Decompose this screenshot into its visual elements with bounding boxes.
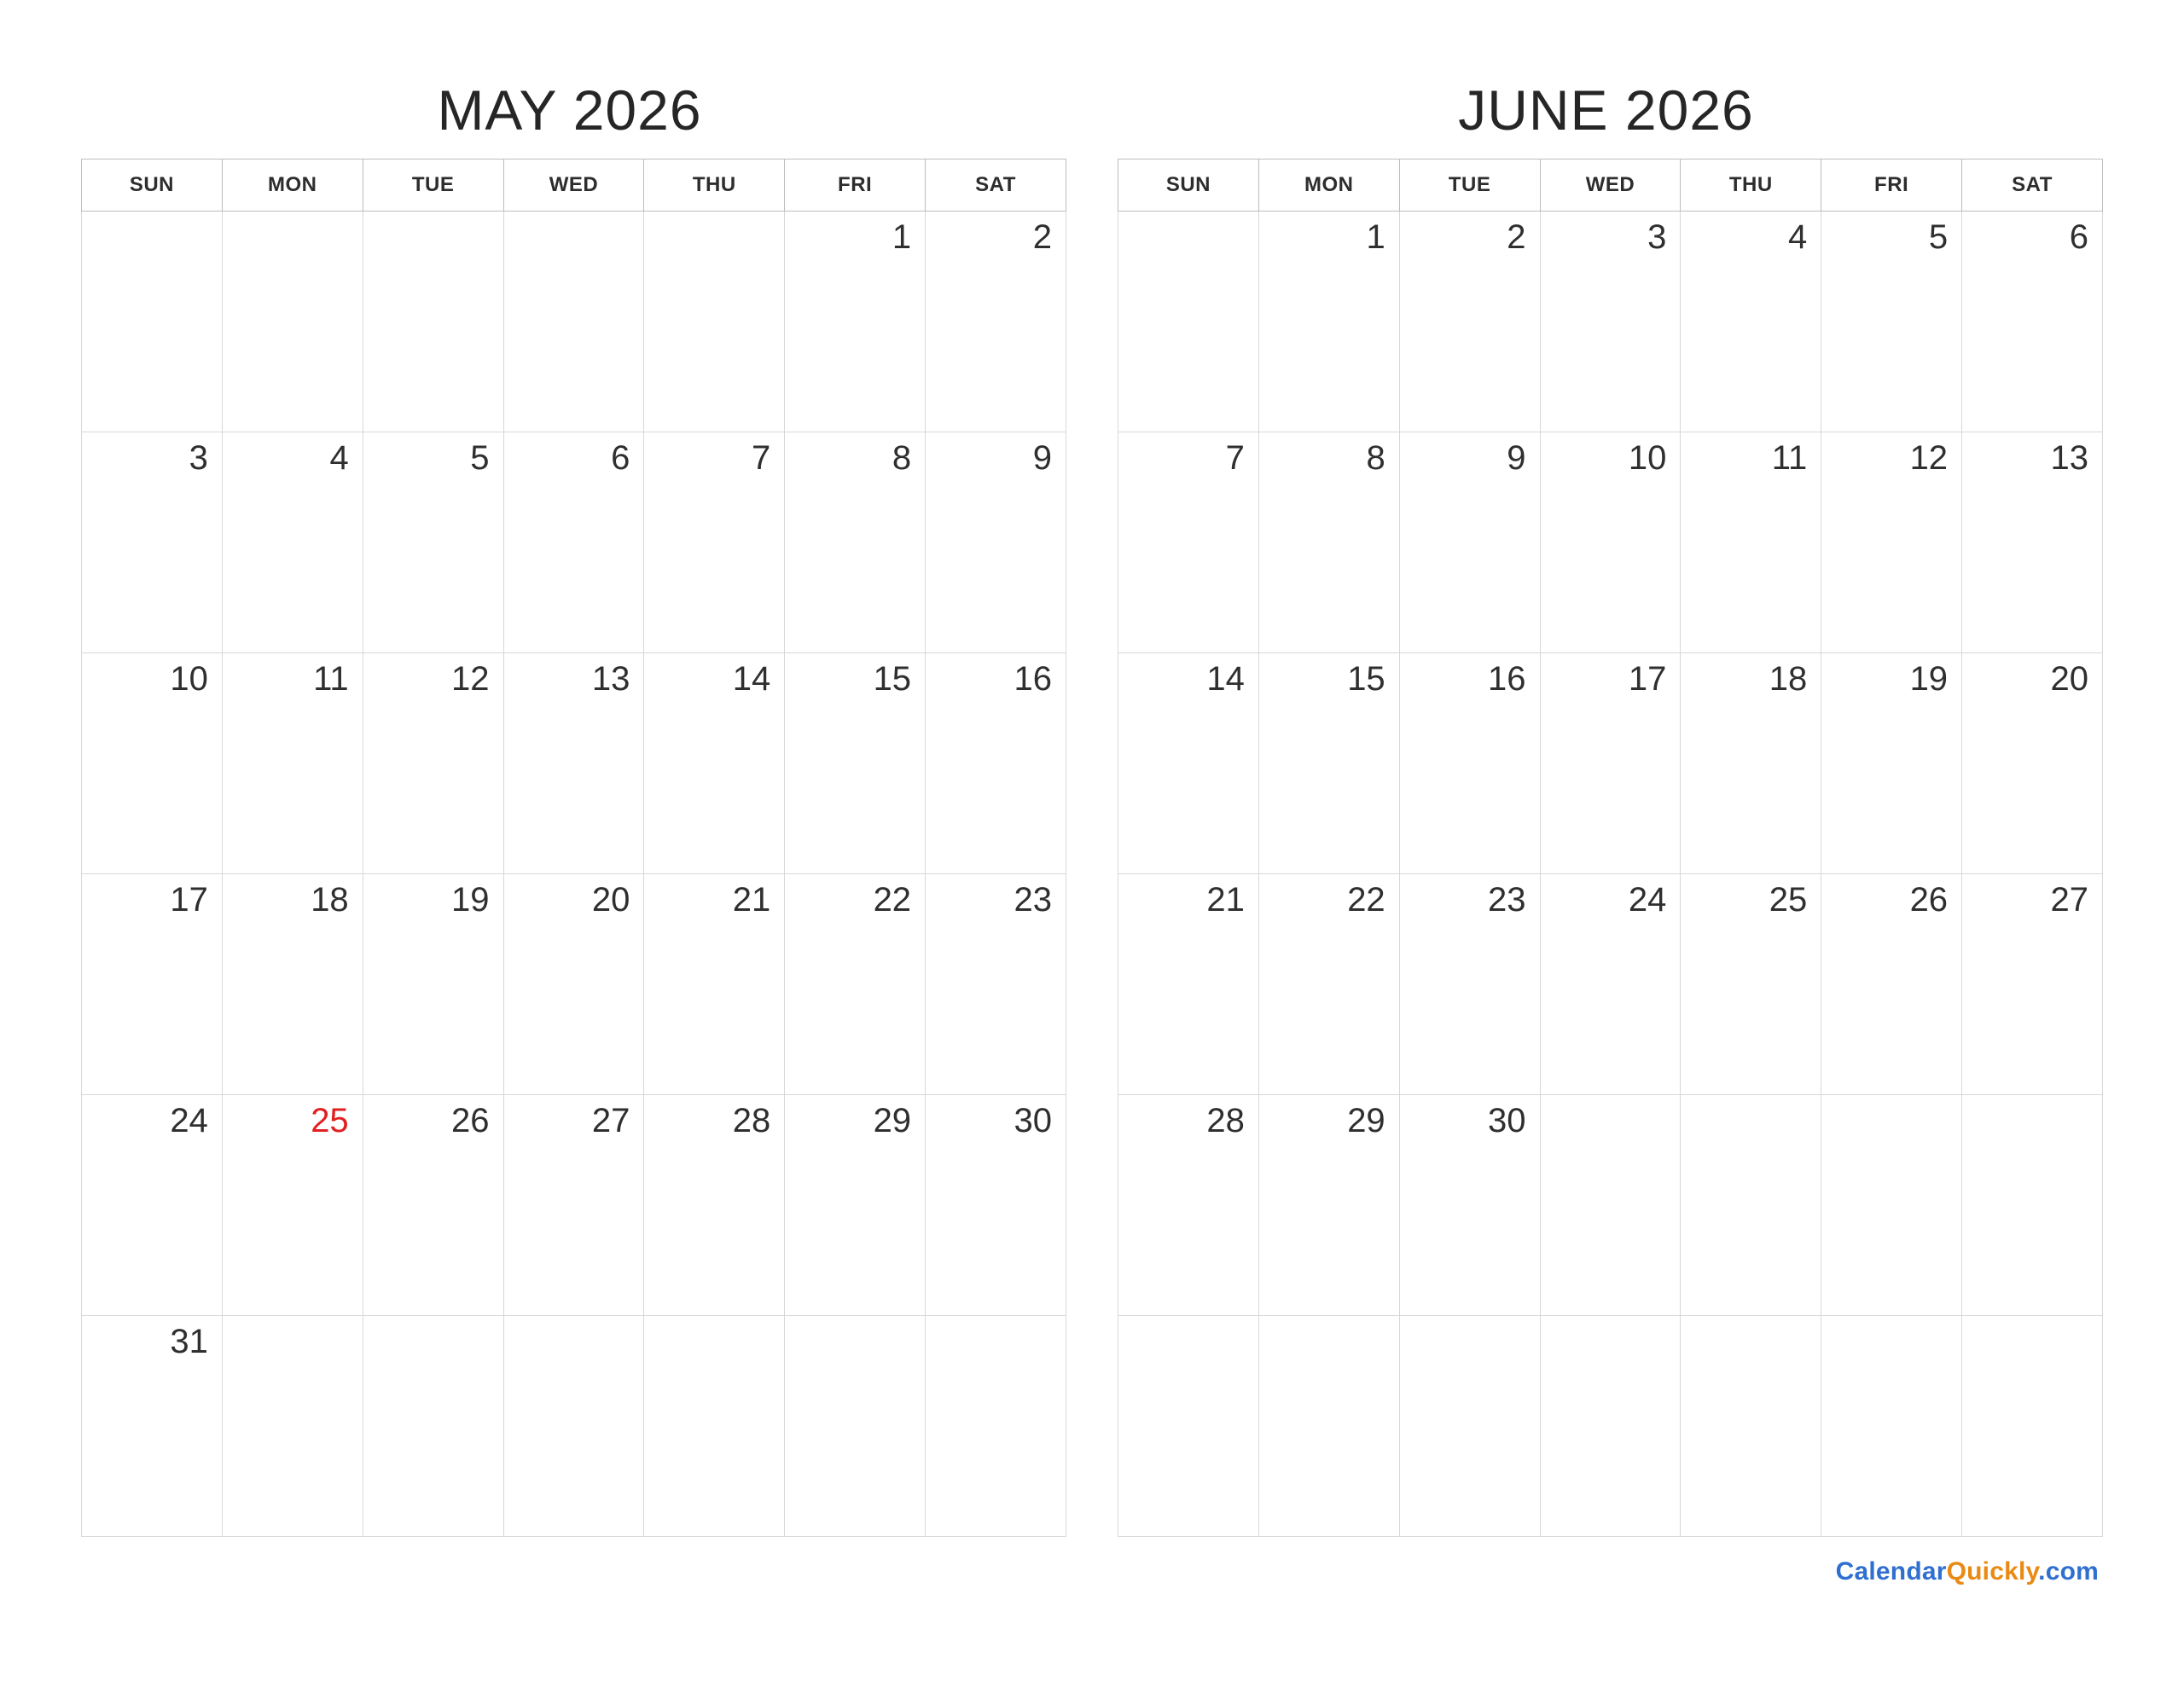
- day-cell[interactable]: [503, 1095, 644, 1316]
- weekday-header-tue: TUE: [363, 159, 503, 212]
- week-row: [82, 212, 1066, 432]
- day-cell[interactable]: [926, 1316, 1066, 1537]
- day-cell[interactable]: [222, 653, 363, 874]
- day-number: 28: [732, 1102, 771, 1140]
- week-row: [1118, 1095, 2103, 1316]
- day-cell[interactable]: [1118, 653, 1259, 874]
- day-cell[interactable]: [82, 432, 223, 653]
- day-cell[interactable]: [363, 653, 503, 874]
- weekday-header-sat: SAT: [1962, 159, 2103, 212]
- day-number: 14: [732, 660, 771, 699]
- day-number: 20: [2050, 660, 2088, 699]
- day-cell[interactable]: [1118, 432, 1259, 653]
- day-number: 22: [1347, 881, 1385, 919]
- day-number: 5: [470, 439, 490, 478]
- day-cell[interactable]: [1258, 212, 1399, 432]
- day-cell[interactable]: [1681, 432, 1821, 653]
- week-row: [1118, 1316, 2103, 1537]
- week-row: [1118, 874, 2103, 1095]
- day-number: 14: [1206, 660, 1245, 699]
- day-cell[interactable]: [363, 874, 503, 1095]
- weekday-header-tue: TUE: [1399, 159, 1540, 212]
- day-cell[interactable]: [82, 653, 223, 874]
- day-cell[interactable]: [222, 432, 363, 653]
- day-cell[interactable]: [222, 212, 363, 432]
- day-number: 16: [1488, 660, 1526, 699]
- day-cell[interactable]: [1540, 212, 1681, 432]
- weekday-header-thu: THU: [644, 159, 785, 212]
- day-cell[interactable]: [1962, 653, 2103, 874]
- day-cell[interactable]: [1399, 432, 1540, 653]
- day-cell[interactable]: [1399, 874, 1540, 1095]
- day-cell[interactable]: [926, 432, 1066, 653]
- calendar-table-june: [1118, 159, 2103, 1537]
- day-cell[interactable]: [1540, 1316, 1681, 1537]
- day-cell[interactable]: [503, 1316, 644, 1537]
- day-cell[interactable]: [1118, 1316, 1259, 1537]
- day-number: 17: [170, 881, 208, 919]
- day-cell[interactable]: [785, 874, 926, 1095]
- day-cell[interactable]: [644, 653, 785, 874]
- day-number: 19: [451, 881, 490, 919]
- day-cell[interactable]: [503, 212, 644, 432]
- week-row: [82, 1316, 1066, 1537]
- day-number: 4: [329, 439, 349, 478]
- day-number: 21: [1206, 881, 1245, 919]
- weekday-header-mon: MON: [1258, 159, 1399, 212]
- brand-domain-text: .com: [2038, 1557, 2099, 1586]
- week-row: [82, 1095, 1066, 1316]
- day-number: 24: [1628, 881, 1667, 919]
- site-branding[interactable]: [1836, 1557, 2099, 1586]
- day-number: 15: [873, 660, 912, 699]
- day-number: 10: [170, 660, 208, 699]
- brand-quickly-text: Quickly: [1946, 1557, 2039, 1586]
- day-cell[interactable]: [1821, 212, 1962, 432]
- day-number: 15: [1347, 660, 1385, 699]
- day-cell[interactable]: [503, 432, 644, 653]
- day-number: 1: [1366, 218, 1385, 257]
- day-cell[interactable]: [363, 1095, 503, 1316]
- day-cell[interactable]: [503, 874, 644, 1095]
- day-number: 1: [892, 218, 912, 257]
- day-cell[interactable]: [82, 1095, 223, 1316]
- day-cell[interactable]: [1962, 1316, 2103, 1537]
- day-cell[interactable]: [1258, 1095, 1399, 1316]
- day-cell[interactable]: [644, 874, 785, 1095]
- day-cell[interactable]: [644, 1095, 785, 1316]
- day-cell[interactable]: [1399, 1316, 1540, 1537]
- day-cell[interactable]: [1821, 874, 1962, 1095]
- day-number: 7: [1225, 439, 1245, 478]
- day-cell[interactable]: [785, 212, 926, 432]
- day-number: 30: [1014, 1102, 1052, 1140]
- day-number: 18: [311, 881, 349, 919]
- day-cell[interactable]: [1540, 432, 1681, 653]
- weekday-header-mon: MON: [222, 159, 363, 212]
- day-cell[interactable]: [926, 653, 1066, 874]
- day-number: 12: [1909, 439, 1949, 478]
- day-number: 3: [1647, 218, 1667, 257]
- day-cell[interactable]: [1540, 1095, 1681, 1316]
- day-number: 30: [1488, 1102, 1526, 1140]
- day-cell[interactable]: [1821, 432, 1962, 653]
- day-number: 27: [2050, 881, 2088, 919]
- day-cell[interactable]: [1681, 212, 1821, 432]
- day-cell[interactable]: [644, 1316, 785, 1537]
- day-number: 31: [170, 1323, 208, 1361]
- day-number: 11: [1771, 439, 1808, 478]
- day-number: 2: [1507, 218, 1526, 257]
- weekday-header-fri: FRI: [785, 159, 926, 212]
- brand-calendar-text: Calendar: [1835, 1557, 1947, 1586]
- day-number: 21: [732, 881, 771, 919]
- week-row: [82, 432, 1066, 653]
- day-cell[interactable]: [1399, 1095, 1540, 1316]
- day-cell[interactable]: [222, 874, 363, 1095]
- day-cell[interactable]: [1821, 653, 1962, 874]
- day-cell[interactable]: [1118, 1095, 1259, 1316]
- day-cell[interactable]: [1681, 1095, 1821, 1316]
- day-cell[interactable]: [363, 1316, 503, 1537]
- week-row: [1118, 432, 2103, 653]
- weekday-header-thu: THU: [1681, 159, 1821, 212]
- day-cell-highlighted[interactable]: [222, 1095, 363, 1316]
- day-cell[interactable]: [1821, 1095, 1962, 1316]
- day-cell[interactable]: [503, 653, 644, 874]
- day-cell[interactable]: [1962, 1095, 2103, 1316]
- weekday-header-fri: FRI: [1821, 159, 1962, 212]
- day-cell[interactable]: [1118, 874, 1259, 1095]
- day-number: 6: [2069, 218, 2088, 257]
- day-number: 8: [892, 439, 912, 478]
- weekday-header-wed: WED: [503, 159, 644, 212]
- week-row: [1118, 653, 2103, 874]
- day-number: 28: [1206, 1102, 1245, 1140]
- day-number: 9: [1507, 439, 1526, 478]
- day-cell[interactable]: [1681, 1316, 1821, 1537]
- weekday-header-sun: SUN: [82, 159, 223, 212]
- day-cell[interactable]: [1118, 212, 1259, 432]
- month-title-may: MAY 2026: [437, 78, 702, 142]
- day-cell[interactable]: [1821, 1316, 1962, 1537]
- day-cell[interactable]: [82, 874, 223, 1095]
- day-number: 13: [2050, 439, 2088, 478]
- day-number: 4: [1787, 218, 1808, 257]
- day-cell[interactable]: [644, 432, 785, 653]
- day-number: 12: [451, 660, 490, 699]
- day-number: 18: [1769, 660, 1808, 699]
- day-number: 25: [1769, 881, 1808, 919]
- day-number: 5: [1928, 218, 1949, 257]
- day-cell[interactable]: [1258, 432, 1399, 653]
- day-number: 22: [873, 881, 912, 919]
- week-row: [1118, 212, 2103, 432]
- week-row: [82, 653, 1066, 874]
- weekday-header-row: [1118, 159, 2103, 212]
- day-number: 26: [1909, 881, 1949, 919]
- month-title-june: JUNE 2026: [1458, 78, 1754, 142]
- weekday-header-sat: SAT: [926, 159, 1066, 212]
- day-cell[interactable]: [1681, 653, 1821, 874]
- day-cell[interactable]: [785, 653, 926, 874]
- day-number: 25: [311, 1102, 349, 1140]
- day-number: 23: [1014, 881, 1052, 919]
- day-number: 17: [1628, 660, 1667, 699]
- day-cell[interactable]: [1399, 212, 1540, 432]
- day-cell[interactable]: [1540, 874, 1681, 1095]
- day-cell[interactable]: [926, 212, 1066, 432]
- day-number: 29: [873, 1102, 912, 1140]
- weekday-header-wed: WED: [1540, 159, 1681, 212]
- day-cell[interactable]: [785, 1095, 926, 1316]
- day-cell[interactable]: [363, 432, 503, 653]
- month-block-june: [1118, 78, 2103, 1537]
- day-cell[interactable]: [926, 874, 1066, 1095]
- day-cell[interactable]: [363, 212, 503, 432]
- day-number: 11: [313, 660, 349, 699]
- calendar-container: [81, 78, 2103, 1537]
- day-number: 10: [1628, 439, 1667, 478]
- week-row: [82, 874, 1066, 1095]
- day-cell[interactable]: [785, 1316, 926, 1537]
- day-cell[interactable]: [222, 1316, 363, 1537]
- day-number: 7: [751, 439, 771, 478]
- day-number: 24: [170, 1102, 208, 1140]
- day-number: 16: [1014, 660, 1052, 699]
- day-cell[interactable]: [1540, 653, 1681, 874]
- day-cell[interactable]: [1962, 212, 2103, 432]
- day-cell[interactable]: [82, 1316, 223, 1537]
- day-number: 29: [1347, 1102, 1385, 1140]
- day-cell[interactable]: [1258, 1316, 1399, 1537]
- calendar-table-may: [81, 159, 1066, 1537]
- day-number: 23: [1488, 881, 1526, 919]
- day-cell[interactable]: [926, 1095, 1066, 1316]
- day-number: 13: [591, 660, 630, 699]
- day-cell[interactable]: [1399, 653, 1540, 874]
- day-cell[interactable]: [1258, 653, 1399, 874]
- month-block-may: [81, 78, 1066, 1537]
- day-number: 9: [1032, 439, 1052, 478]
- day-cell[interactable]: [1962, 432, 2103, 653]
- day-number: 2: [1032, 218, 1052, 257]
- day-cell[interactable]: [1258, 874, 1399, 1095]
- day-cell[interactable]: [1962, 874, 2103, 1095]
- weekday-header-sun: SUN: [1118, 159, 1259, 212]
- day-cell[interactable]: [785, 432, 926, 653]
- day-number: 8: [1366, 439, 1385, 478]
- weekday-header-row: [82, 159, 1066, 212]
- day-cell[interactable]: [644, 212, 785, 432]
- day-cell[interactable]: [82, 212, 223, 432]
- day-number: 26: [451, 1102, 490, 1140]
- day-cell[interactable]: [1681, 874, 1821, 1095]
- day-number: 6: [611, 439, 630, 478]
- day-number: 19: [1909, 660, 1949, 699]
- day-number: 3: [189, 439, 208, 478]
- day-number: 20: [591, 881, 630, 919]
- day-number: 27: [591, 1102, 630, 1140]
